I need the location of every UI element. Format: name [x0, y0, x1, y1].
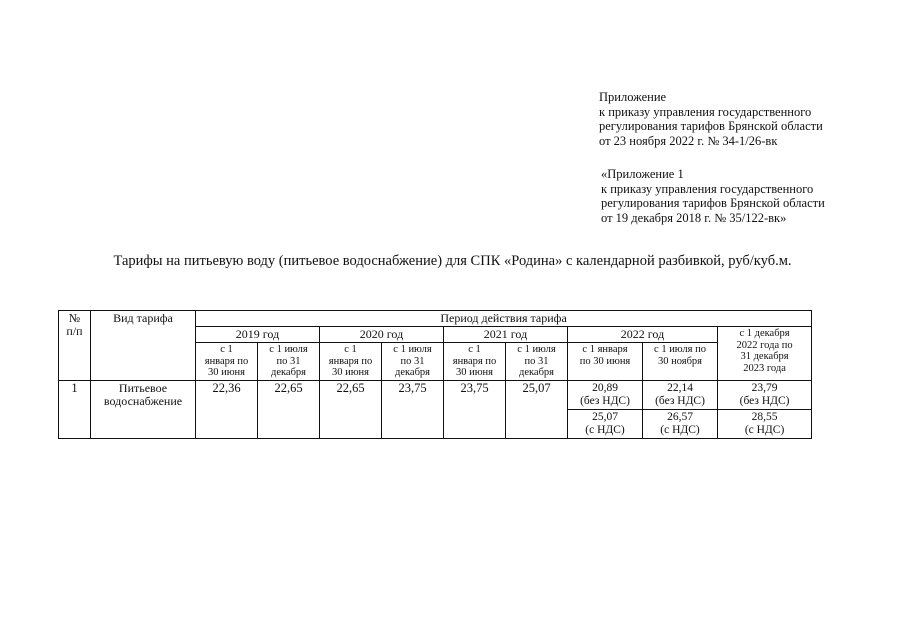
header-year-2020: 2020 год: [320, 327, 444, 343]
tariff-value: 22,65: [320, 381, 382, 439]
header-subperiod: [382, 343, 444, 381]
header-type: Вид тарифа: [91, 311, 196, 381]
subperiod-line: с 1: [220, 344, 233, 355]
tariff-value: 23,75: [444, 381, 506, 439]
tariff-with-vat-label: (с НДС): [585, 423, 625, 436]
tariff-no-vat-value: 22,14: [667, 382, 693, 394]
tariff-with-vat-value: 25,07: [592, 411, 618, 423]
tariff-with-vat-label: (с НДС): [660, 423, 700, 436]
subperiod-line: декабря: [394, 367, 431, 378]
appendix-line: регулирования тарифов Брянской области: [599, 119, 823, 133]
subperiod-line: с 1 июля: [269, 344, 308, 355]
subperiod-line: 30 июня: [207, 367, 246, 378]
subperiod-line: декабря: [518, 367, 555, 378]
header-subperiod: [568, 343, 643, 381]
tariff-no-vat-value: 20,89: [592, 382, 618, 394]
subperiod-line: января по: [204, 355, 249, 367]
header-year-2021: 2021 год: [444, 327, 568, 343]
header-num-line: п/п: [66, 324, 83, 338]
tariff-no-vat-label: (без НДС): [655, 394, 705, 407]
appendix-header: [599, 90, 823, 148]
tariff-value: 25,07: [506, 381, 568, 439]
tariff-with-vat-value: 26,57: [667, 411, 693, 423]
subperiod-line: 30 ноября: [657, 355, 703, 367]
subperiod-line: 30 июня: [455, 367, 494, 378]
subperiod-line: 30 июня: [331, 367, 370, 378]
tariff-no-vat: [718, 381, 812, 410]
header-subperiod: [444, 343, 506, 381]
subperiod-line: января по: [328, 355, 373, 367]
tariff-with-vat: [568, 410, 643, 439]
tariff-with-vat: [643, 410, 718, 439]
subperiod-line: декабря: [270, 367, 307, 378]
header-num: [59, 311, 91, 381]
subperiod-line: по 30 июня: [579, 355, 631, 367]
appendix-line: Приложение: [599, 90, 667, 104]
row-num: 1: [59, 381, 91, 439]
appendix1-line: регулирования тарифов Брянской области: [601, 196, 825, 210]
subperiod-line: января по: [452, 355, 497, 367]
row-type-line: Питьевое: [118, 381, 168, 395]
header-subperiod: [320, 343, 382, 381]
header-dec2022-line: 2022 года по: [736, 339, 793, 351]
tariff-no-vat: [643, 381, 718, 410]
header-subperiod: [196, 343, 258, 381]
tariff-with-vat-label: (с НДС): [744, 423, 785, 436]
header-subperiod: [506, 343, 568, 381]
appendix1-header: [601, 167, 825, 225]
appendix1-line: от 19 декабря 2018 г. № 35/122-вк»: [601, 210, 787, 225]
tariff-table: [58, 310, 812, 439]
tariff-value: 23,75: [382, 381, 444, 439]
tariff-value: 22,36: [196, 381, 258, 439]
tariff-with-vat: [718, 410, 812, 439]
subperiod-line: с 1 января: [582, 344, 628, 355]
header-year-2022: 2022 год: [568, 327, 718, 343]
subperiod-line: с 1 июля: [393, 344, 432, 355]
document-title: Тарифы на питьевую воду (питьевое водоснабжение) для СПК «Родина» с календарной разбивкой, руб/куб.м.: [113, 253, 792, 269]
header-subperiod: [643, 343, 718, 381]
subperiod-line: с 1 июля по: [654, 344, 706, 355]
header-dec2022-line: 31 декабря: [740, 351, 789, 362]
header-period: Период действия тарифа: [196, 311, 812, 327]
subperiod-line: по 31: [400, 355, 425, 367]
header-dec2022-line: с 1 декабря: [739, 328, 790, 339]
tariff-no-vat-label: (без НДС): [580, 394, 630, 407]
appendix-line: к приказу управления государственного: [599, 104, 812, 119]
row-type-line: водоснабжение: [103, 394, 183, 408]
subperiod-line: с 1: [344, 344, 357, 355]
header-subperiod: [258, 343, 320, 381]
tariff-no-vat: [568, 381, 643, 410]
appendix1-line: «Приложение 1: [601, 167, 684, 181]
header-dec2022: [718, 327, 812, 381]
tariff-no-vat-label: (без НДС): [739, 394, 790, 407]
appendix1-line: к приказу управления государственного: [601, 181, 814, 196]
subperiod-line: по 31: [276, 355, 301, 367]
subperiod-line: с 1 июля: [517, 344, 556, 355]
header-dec2022-line: 2023 года: [743, 362, 786, 374]
header-year-2019: 2019 год: [196, 327, 320, 343]
subperiod-line: по 31: [524, 355, 549, 367]
tariff-value: 22,65: [258, 381, 320, 439]
row-type: [91, 381, 196, 439]
tariff-with-vat-value: 28,55: [751, 411, 778, 423]
header-num-line: №: [68, 311, 81, 325]
subperiod-line: с 1: [468, 344, 481, 355]
appendix-line: от 23 ноября 2022 г. № 34-1/26-вк: [599, 133, 778, 148]
tariff-no-vat-value: 23,79: [751, 382, 778, 394]
